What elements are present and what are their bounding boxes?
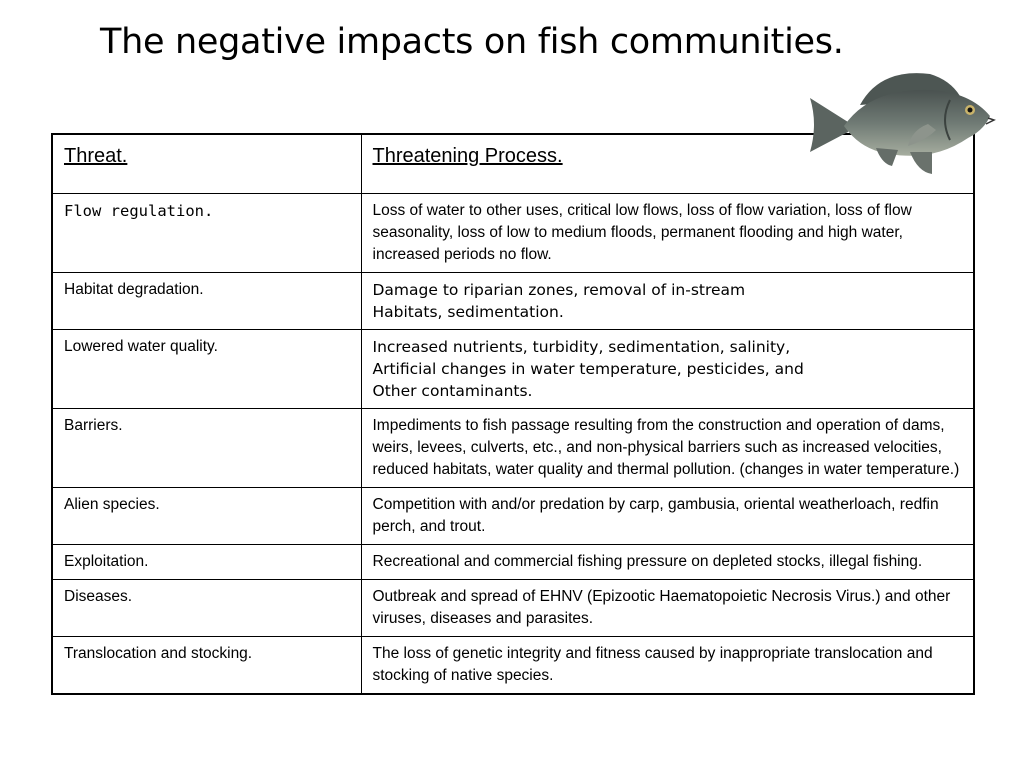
process-text: Competition with and/or predation by carp, gambusia, oriental weatherloach, redfin perch, and trout. [372,496,939,535]
table-row [52,194,974,273]
threat-cell: Translocation and stocking. [52,637,361,695]
process-text: Recreational and commercial fishing pressure on depleted stocks, illegal fishing. [372,553,923,570]
fish-image [800,60,1000,190]
process-cell [361,488,974,545]
header-threat: Threat. [52,134,361,194]
threat-cell: Alien species. [52,488,361,545]
process-cell [361,637,974,695]
threat-cell: Barriers. [52,409,361,488]
process-cell [361,409,974,488]
table-row [52,409,974,488]
table-row [52,488,974,545]
process-text: Outbreak and spread of EHNV (Epizootic Haematopoietic Necrosis Virus.) and other viruses, diseases and parasites. [372,588,951,627]
threat-cell: Habitat degradation. [52,273,361,330]
header-threatening-process: Threatening Process. [361,134,974,194]
table-row [52,545,974,580]
threats-table [51,133,975,695]
table-row [52,580,974,637]
slide-title: The negative impacts on fish communities. [100,22,844,62]
table-row [52,637,974,695]
process-cell [361,545,974,580]
process-cell [361,194,974,273]
threat-cell: Diseases. [52,580,361,637]
process-text: Artificial changes in water temperature, pesticides, and [372,360,804,378]
threat-cell: Lowered water quality. [52,330,361,409]
process-cell [361,330,974,409]
process-text: Impediments to fish passage resulting from the construction and operation of dams, weirs, levees, culverts, etc., and non-physical barriers such as increased velocities, reduced habitats, water quality and thermal pollution. (changes in water temperature.) [372,417,960,478]
table-row [52,330,974,409]
process-text: Increased nutrients, turbidity, sedimentation, salinity, [372,338,791,356]
process-text: Other contaminants. [372,382,533,400]
process-text: Damage to riparian zones, removal of in-stream [372,281,746,299]
process-text: Loss of water to other uses, critical low flows, loss of flow variation, loss of flow seasonality, loss of low to medium floods, permanent flooding and high water, increased periods no flow. [372,202,912,263]
table-row [52,273,974,330]
process-cell [361,273,974,330]
process-text: The loss of genetic integrity and fitness caused by inappropriate translocation and stocking of native species. [372,645,933,684]
process-cell [361,580,974,637]
process-text: Habitats, sedimentation. [372,303,564,321]
threat-cell: Exploitation. [52,545,361,580]
threat-cell: Flow regulation. [52,194,361,273]
